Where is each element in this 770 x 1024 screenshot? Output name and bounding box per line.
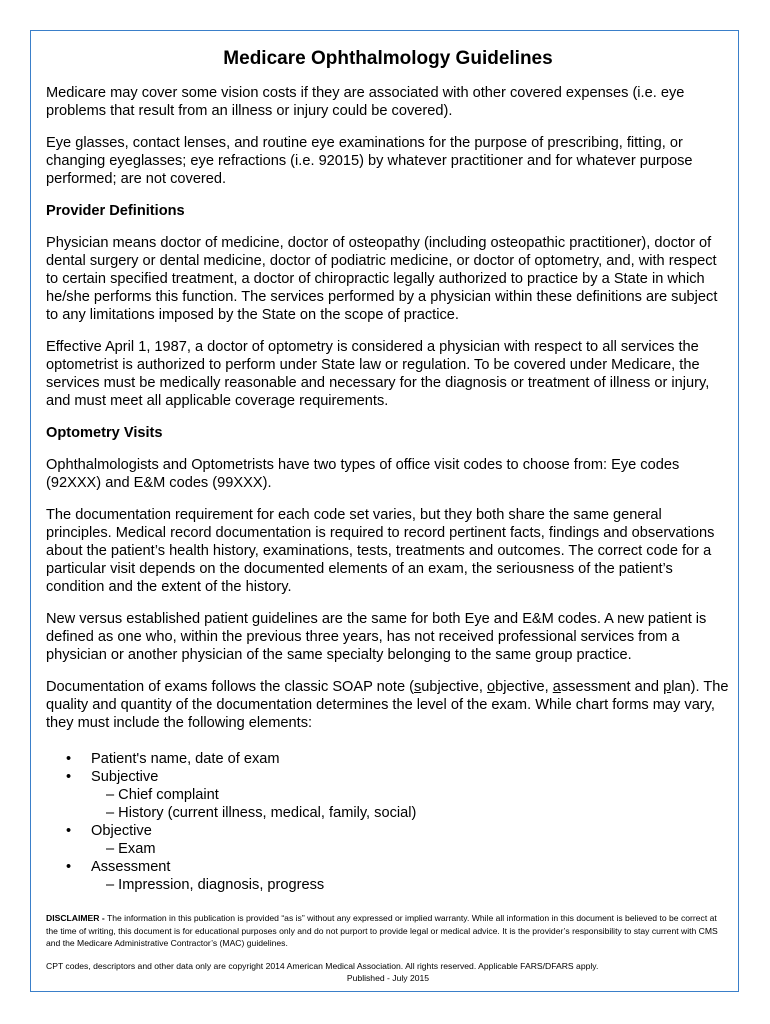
paragraph-physician: Physician means doctor of medicine, doctor of osteopathy (including osteopathic practitioner), doctor of dental surgery or dental medicine, doctor of podiatric medicine, or doctor of optometry, and, with respect to certain specified treatment, a doctor of chiropractic legally authorized to practice by a State in which he/she performs this function. The services performed by a physician within these definitions are subject to any limitations imposed by the State on the scope of practice.	[46, 235, 718, 323]
sub-item: – Impression, diagnosis, progress	[106, 877, 325, 893]
sub-item: – Chief complaint	[106, 787, 219, 803]
document-body	[46, 46, 730, 894]
bullet-icon: •	[66, 823, 72, 839]
published-date: Published - July 2015	[346, 973, 430, 983]
page-title: Medicare Ophthalmology Guidelines	[223, 48, 553, 69]
list-item-label: Subjective	[91, 769, 159, 785]
sub-item: – History (current illness, medical, family, social)	[106, 805, 417, 821]
paragraph-soap	[46, 678, 730, 732]
elements-list	[46, 750, 730, 894]
paragraph-visit-codes: Ophthalmologists and Optometrists have two types of office visit codes to choose from: Eye codes (92XXX) and E&M codes (99XXX).	[46, 457, 680, 491]
heading-provider-definitions: Provider Definitions	[46, 203, 185, 219]
list-item	[46, 822, 730, 858]
list-item-label: Patient's name, date of exam	[91, 751, 280, 767]
footer-disclaimer	[46, 912, 730, 995]
disclaimer-text	[46, 912, 730, 950]
list-item	[46, 768, 730, 822]
copyright-text	[46, 960, 730, 973]
bullet-icon: •	[66, 859, 72, 875]
paragraph-not-covered: Eye glasses, contact lenses, and routine eye examinations for the purpose of prescribing, fitting, or changing eyeglasses; eye refractions (i.e. 92015) by whatever practitioner and for whatever purpose performed; are not covered.	[46, 135, 693, 187]
paragraph-documentation: The documentation requirement for each code set varies, but they both share the same general principles. Medical record documentation is required to record pertinent facts, findings and observations about the patient’s health history, examinations, tests, treatments and outcomes. The correct code for a particular visit depends on the documented elements of an exam, the seriousness of the patient’s condition and the extent of the history.	[46, 507, 715, 595]
list-item	[46, 858, 730, 894]
soap-o: o	[487, 679, 496, 695]
disclaimer-body: The information in this publication is provided “as is” without any expressed or implied warranty. While all information in this document is believed to be correct at the time of writing, this document is for educational purposes only and do not purport to provide legal or medical advice. It is the provider’s responsibility to stay current with CMS and the Medicare Administrative Contractor’s (MAC) guidelines.	[46, 913, 718, 948]
paragraph-optometry-effective: Effective April 1, 1987, a doctor of optometry is considered a physician with respect to all services the optometrist is authorized to perform under State law or regulation. To be covered under Medicare, the services must be medically reasonable and necessary for the diagnosis or treatment of illness or injury, and must meet all applicable coverage requirements.	[46, 339, 710, 409]
paragraph-new-patient: New versus established patient guidelines are the same for both Eye and E&M codes. A new patient is defined as one who, within the previous three years, has not received professional services from a physician or another physician of the same specialty belonging to the same group practice.	[46, 611, 707, 663]
list-item-label: Assessment	[91, 859, 171, 875]
soap-text: ssessment and	[560, 679, 664, 695]
soap-text: Documentation of exams follows the classic SOAP note (	[46, 679, 414, 695]
soap-text: The quality and quantity of the documentation determines the level of the exam. While chart forms may vary, they must include the following elements:	[46, 679, 729, 731]
list-item	[46, 750, 730, 768]
bullet-icon: •	[66, 751, 72, 767]
sub-item: – Exam	[106, 841, 156, 857]
copyright-body: CPT codes, descriptors and other data only are copyright 2014 American Medical Association. All rights reserved. Applicable FARS/DFARS apply.	[46, 960, 599, 971]
list-item-label: Objective	[91, 823, 152, 839]
soap-text: lan).	[671, 679, 700, 695]
soap-a: a	[552, 679, 561, 695]
soap-text: ubjective,	[421, 679, 488, 695]
disclaimer-label: DISCLAIMER -	[46, 913, 105, 923]
soap-text: bjective,	[495, 679, 553, 695]
paragraph-intro: Medicare may cover some vision costs if they are associated with other covered expenses (i.e. eye problems that result from an illness or injury could be covered).	[46, 85, 685, 119]
soap-p: p	[663, 679, 672, 695]
bullet-icon: •	[66, 769, 72, 785]
heading-optometry-visits: Optometry Visits	[46, 425, 163, 441]
soap-s: s	[414, 679, 422, 695]
